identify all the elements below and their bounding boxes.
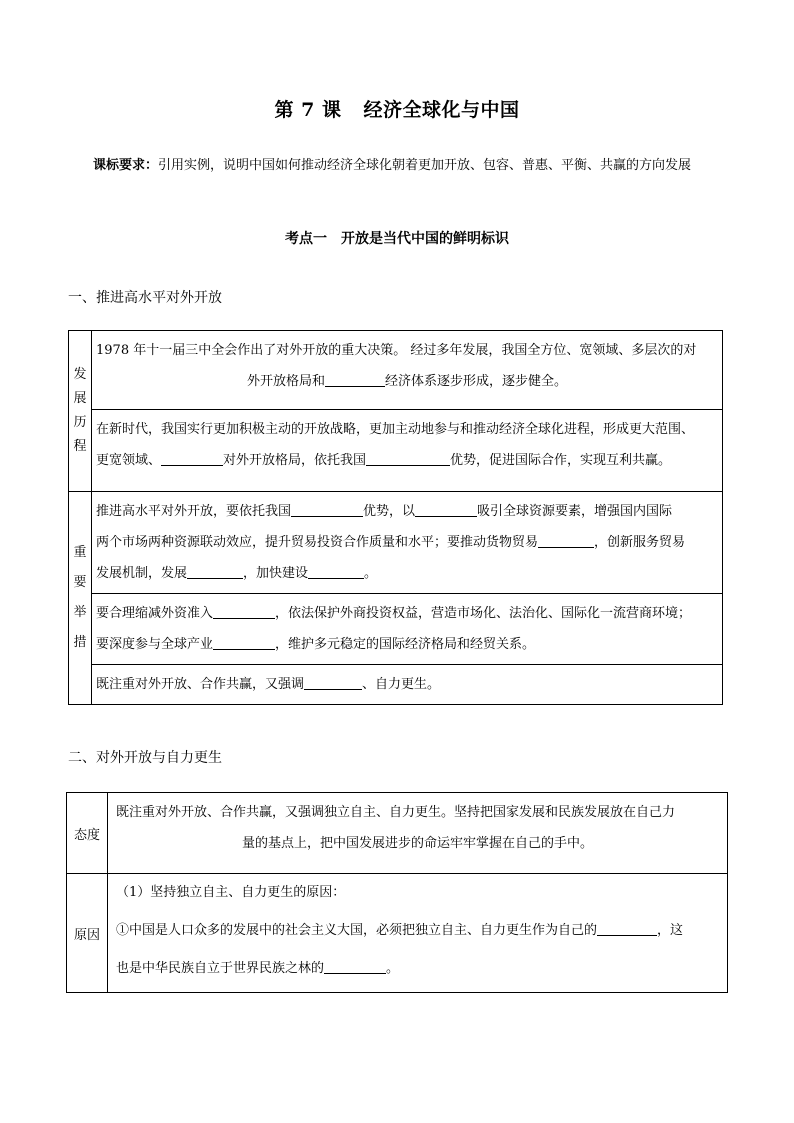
exam-point-text: 开放是当代中国的鲜明标识	[341, 231, 509, 247]
label-char: 措	[73, 635, 87, 650]
text-line: （1）坚持独立自主、自力更生的原因：	[116, 885, 346, 900]
exam-point-label: 考点一	[285, 231, 327, 247]
blank-9[interactable]	[213, 604, 275, 619]
exam-point-heading	[0, 228, 794, 248]
lesson-title: 经济全球化与中国	[363, 99, 520, 121]
blank-5[interactable]	[415, 502, 477, 517]
row-label-development-history	[69, 331, 92, 492]
blank-2[interactable]	[161, 451, 223, 466]
text-span: 也是中华民族自立于世界民族之林的	[116, 961, 325, 976]
requirement-label: 课标要求：	[93, 158, 159, 173]
text-span: 更宽领域、	[96, 453, 162, 468]
table-opening-up	[68, 330, 723, 705]
text-span: ，加快建设	[243, 566, 309, 581]
development-history-content	[92, 331, 723, 492]
label-char: 发	[73, 367, 87, 382]
page-title	[0, 95, 794, 122]
text-line	[96, 598, 718, 629]
measures-paragraph-3	[92, 664, 722, 704]
row-label-reason: 原因	[67, 874, 108, 993]
measures-paragraph-2	[92, 593, 722, 664]
text-span: ，创新服务贸易	[594, 535, 686, 550]
label-char: 要	[73, 575, 87, 590]
label-char: 重	[73, 545, 87, 560]
history-paragraph-1	[92, 331, 722, 409]
text-line	[116, 912, 719, 950]
text-span: 要深度参与全球产业	[96, 637, 214, 652]
text-span: 推进高水平对外开放，要依托我国	[96, 504, 292, 519]
curriculum-requirement	[93, 150, 733, 181]
measures-paragraph-1	[92, 492, 722, 593]
text-span: 外开放格局和	[246, 374, 325, 389]
text-span: 优势，促进国际合作，实现互利共赢。	[450, 453, 672, 468]
text-span: 吸引全球资源要素，增强国内国际	[477, 504, 673, 519]
text-span: 经济体系逐步形成，逐步健全。	[385, 374, 568, 389]
text-span: 。	[386, 961, 400, 976]
history-paragraph-2	[92, 409, 722, 480]
text-span: ，依法保护外商投资权益，营造市场化、法治化、国际化一流营商环境；	[275, 606, 692, 621]
label-char: 举	[73, 605, 87, 620]
text-span: 既注重对外开放、合作共赢，又强调	[96, 677, 305, 692]
blank-4[interactable]	[291, 502, 363, 517]
text-line: 1978 年十一届三中全会作出了对外开放的重大决策。 经过多年发展，我国全方位、宽领域、多层次的对	[96, 343, 697, 358]
text-span: 。	[364, 566, 378, 581]
row-label-attitude: 态度	[67, 793, 108, 874]
text-line: 量的基点上，把中国发展进步的命运牢牢掌握在自己的手中。	[241, 836, 593, 851]
text-line: 既注重对外开放、合作共赢，又强调独立自主、自力更生。坚持把国家发展和民族发展放在自己力	[116, 805, 676, 820]
text-line	[96, 445, 718, 476]
text-line	[96, 527, 718, 558]
key-measures-content	[92, 492, 723, 705]
text-line	[96, 496, 718, 527]
text-line	[96, 629, 718, 660]
text-span: 发展机制，发展	[96, 566, 188, 581]
requirement-text: 引用实例，说明中国如何推动经济全球化朝着更加开放、包容、普惠、平衡、共赢的方向发展	[158, 158, 692, 173]
attitude-content	[108, 793, 728, 874]
blank-1[interactable]	[325, 372, 385, 387]
text-span: ①中国是人口众多的发展中的社会主义大国，必须把独立自主、自力更生作为自己的	[116, 923, 598, 938]
text-line: 在新时代，我国实行更加积极主动的开放战略，更加主动地参与和推动经济全球化进程，形成更大范围、	[96, 422, 695, 437]
section1-heading: 一、推进高水平对外开放	[68, 290, 222, 306]
text-line	[96, 558, 718, 589]
blank-6[interactable]	[538, 533, 594, 548]
text-span: ，维护多元稳定的国际经济格局和经贸关系。	[275, 637, 536, 652]
blank-7[interactable]	[187, 564, 243, 579]
text-span: 优势，以	[363, 504, 416, 519]
text-line	[116, 950, 719, 988]
label-char: 程	[73, 439, 87, 454]
blank-3[interactable]	[366, 451, 450, 466]
text-span: 、自力更生。	[362, 677, 441, 692]
row-label-key-measures	[69, 492, 92, 705]
text-span: ，这	[657, 923, 684, 938]
blank-8[interactable]	[308, 564, 364, 579]
reason-content	[108, 874, 728, 993]
text-line	[96, 366, 718, 397]
blank-11[interactable]	[304, 675, 362, 690]
label-char: 展	[73, 391, 87, 406]
lesson-number: 第 7 课	[274, 99, 342, 121]
text-line	[96, 669, 718, 700]
table-self-reliance	[66, 792, 728, 993]
text-span: 对外开放格局，依托我国	[223, 453, 367, 468]
text-span: 要合理缩减外资准入	[96, 606, 214, 621]
blank-10[interactable]	[213, 635, 275, 650]
section2-heading: 二、对外开放与自力更生	[68, 750, 222, 766]
label-char: 历	[73, 415, 87, 430]
blank-12[interactable]	[597, 921, 657, 936]
text-span: 两个市场两种资源联动效应，提升贸易投资合作质量和水平；要推动货物贸易	[96, 535, 539, 550]
blank-13[interactable]	[324, 959, 386, 974]
